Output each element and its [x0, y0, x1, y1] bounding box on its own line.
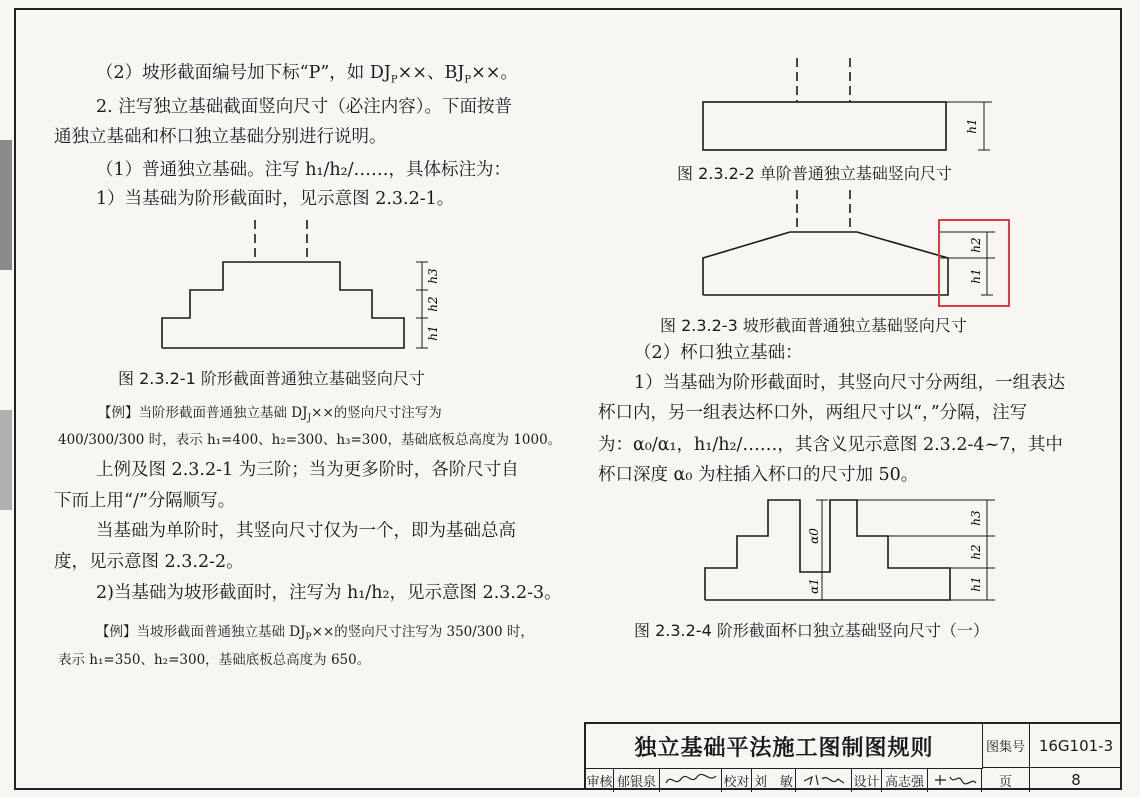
- p1-mid: ××、BJ: [397, 63, 465, 83]
- designer-signature: [928, 768, 982, 792]
- dim-h2-cup: h2: [969, 544, 983, 560]
- ex1-sub: J: [307, 413, 312, 424]
- highlight-box: [938, 219, 1010, 307]
- para-cup-line4: 杯口深度 α₀ 为柱插入杯口的尺寸加 50。: [598, 465, 919, 485]
- dim-h3: h3: [426, 268, 440, 284]
- design-label: 设计: [852, 768, 882, 792]
- para-ordinary-foundation: （1）普通独立基础。注写 h₁/h₂/……，具体标注为：: [96, 160, 512, 180]
- para-cup-line2: 杯口内，另一组表达杯口外，两组尺寸以“，”分隔，注写: [598, 403, 1028, 423]
- p1-text: （2）坡形截面编号加下标“P”，如 DJ: [96, 63, 391, 83]
- ex2-sub: P: [305, 632, 312, 643]
- ex1-end: ××的竖向尺寸注写为: [311, 405, 442, 421]
- drawing-title: 独立基础平法施工图制图规则: [586, 724, 983, 769]
- para-slope-section: 2)当基础为坡形截面时，注写为 h₁/h₂，见示意图 2.3.2-3。: [96, 583, 562, 603]
- ex1-text: 【例】当阶形截面普通独立基础 DJ: [98, 405, 308, 421]
- title-block: [584, 722, 1122, 790]
- reviewer-signature: [660, 768, 722, 792]
- example1-line2: 400/300/300 时，表示 h₁=400、h₂=300、h₃=300，基础底板总高度为 1000。: [58, 432, 562, 448]
- p1-sub1: P: [390, 74, 398, 86]
- checker-name: 刘 敏: [752, 768, 796, 792]
- para-cup-line3: 为：α₀/α₁，h₁/h₂/……，其含义见示意图 2.3.2-4~7，其中: [598, 435, 1063, 455]
- para-single-step-line1: 当基础为单阶时，其竖向尺寸仅为一个，即为基础总高: [96, 521, 516, 541]
- ex2-end: ××的竖向尺寸注写为 350/300 时，: [311, 624, 534, 640]
- dim-h2: h2: [426, 296, 440, 312]
- left-margin-strip-top: [0, 140, 12, 270]
- example2-line2: 表示 h₁=350、h₂=300，基础底板总高度为 650。: [58, 652, 371, 668]
- checker-signature: [796, 768, 852, 792]
- atlas-label: 图集号: [982, 724, 1030, 768]
- check-label: 校对: [722, 768, 752, 792]
- ex2-text: 【例】当坡形截面普通独立基础 DJ: [96, 624, 306, 640]
- dim-h1: h1: [426, 325, 440, 341]
- fig-cup-foundation: [700, 492, 1010, 607]
- fig3-caption: 图 2.3.2-3 坡形截面普通独立基础竖向尺寸: [660, 316, 967, 335]
- para-more-steps-line2: 下而上用“/”分隔顺写。: [54, 491, 236, 511]
- para-cup-foundation: （2）杯口独立基础：: [634, 343, 803, 363]
- dim-a0: α0: [807, 528, 821, 544]
- dim-h2-slope: h2: [969, 237, 983, 253]
- page-number: 8: [1071, 771, 1081, 789]
- reviewer-signature-mark: [663, 771, 719, 789]
- dim-a1: α1: [807, 578, 821, 594]
- example1-line1: [98, 401, 442, 424]
- atlas-number: 16G101-3: [1030, 724, 1122, 768]
- fig1-caption: 图 2.3.2-1 阶形截面普通独立基础竖向尺寸: [118, 369, 425, 388]
- para-vertical-dims-line2: 通独立基础和杯口独立基础分别进行说明。: [54, 127, 387, 147]
- fig2-caption: 图 2.3.2-2 单阶普通独立基础竖向尺寸: [677, 164, 952, 183]
- checker-signature-mark: [800, 771, 848, 789]
- dim-h1-single: h1: [965, 118, 979, 134]
- para-slope-section-code: [96, 58, 518, 96]
- fig-stepped-foundation: [150, 220, 450, 350]
- left-margin-strip-mid: [0, 410, 12, 510]
- designer-signature-mark: [932, 771, 978, 789]
- para-step-section: 1）当基础为阶形截面时，见示意图 2.3.2-1。: [96, 189, 455, 209]
- para-more-steps-line1: 上例及图 2.3.2-1 为三阶；当为更多阶时，各阶尺寸自: [96, 460, 519, 480]
- p1-end: ××。: [471, 63, 518, 83]
- example2-line1: [96, 620, 534, 643]
- designer-name: 高志强: [882, 768, 928, 792]
- dim-h3-cup: h3: [969, 510, 983, 526]
- fig4-caption: 图 2.3.2-4 阶形截面杯口独立基础竖向尺寸（一）: [634, 621, 989, 640]
- review-label: 审核: [586, 768, 614, 792]
- para-cup-line1: 1）当基础为阶形截面时，其竖向尺寸分两组，一组表达: [634, 373, 1066, 393]
- reviewer-name: 郁银泉: [614, 768, 660, 792]
- page-label: 页: [982, 768, 1030, 792]
- dim-h1-cup: h1: [969, 576, 983, 592]
- para-single-step-line2: 度，见示意图 2.3.2-2。: [54, 552, 244, 572]
- para-vertical-dims-line1: 2. 注写独立基础截面竖向尺寸（必注内容）。下面按普: [96, 97, 513, 117]
- p1-sub2: P: [464, 74, 472, 86]
- dim-h1-slope: h1: [969, 268, 983, 284]
- fig-single-step-foundation: [700, 58, 1010, 158]
